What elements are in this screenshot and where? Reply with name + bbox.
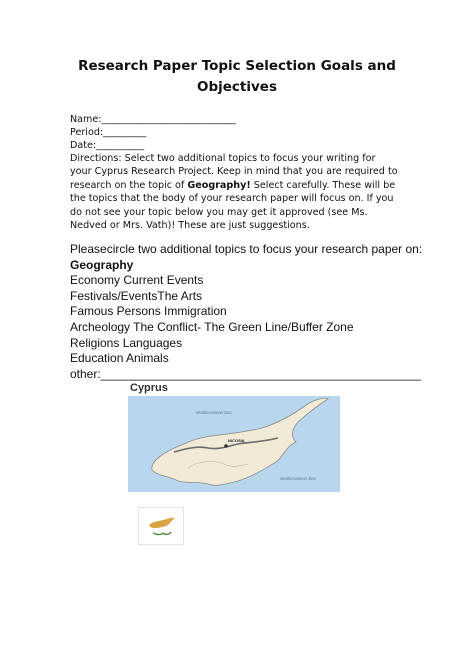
period-field: Period:_________ (70, 127, 147, 138)
flag-island-shape (149, 518, 175, 528)
sea-label-south: Mediterranean Sea (280, 476, 316, 481)
map-title: Cyprus (130, 382, 168, 394)
topic-line: Famous Persons Immigration (70, 304, 227, 319)
topic-line: Archeology The Conflict- The Green Line/Buffer Zone (70, 319, 354, 334)
directions-text-2: Select carefully. These will be the topics that the body of your research paper will focus on. If you do not see your topic below you may get it approved (see Ms. Nedved or Mrs. Vath)! These are just suggestions. (70, 179, 396, 232)
flag-graphic (139, 508, 183, 544)
directions-paragraph (70, 152, 400, 232)
flag-olive-left (153, 533, 163, 535)
page-title (60, 56, 414, 98)
directions-emphasis: Geography! (187, 179, 251, 191)
topic-line: Festivals/EventsThe Arts (70, 288, 203, 303)
title-line-2: Objectives (197, 79, 277, 95)
cyprus-map (128, 380, 340, 492)
nicosia-marker (224, 444, 228, 448)
date-field: Date:__________ (70, 140, 145, 151)
topic-intro: Pleasecircle two additional topics to focus your research paper on: (70, 242, 423, 256)
topic-line: Education Animals (70, 351, 169, 366)
topic-list (70, 242, 423, 382)
nicosia-label: NICOSIA (228, 438, 245, 443)
flag-olive-right (163, 532, 171, 534)
name-field: Name:____________________________ (70, 114, 236, 125)
directions-text-1: Directions: Select two additional topics to focus your writing for your Cyprus Research Project. Keep in mind that you are required to research on the topic of (70, 153, 398, 191)
title-line-1: Research Paper Topic Selection Goals and (78, 58, 396, 74)
topic-line: Religions Languages (70, 335, 183, 350)
sea-label-north: Mediterranean Sea (196, 410, 232, 415)
topic-required: Geography (70, 257, 134, 272)
cyprus-flag (138, 507, 184, 545)
topic-other-line: other:________________________________________________ (70, 366, 422, 381)
topic-line: Economy Current Events (70, 273, 204, 288)
